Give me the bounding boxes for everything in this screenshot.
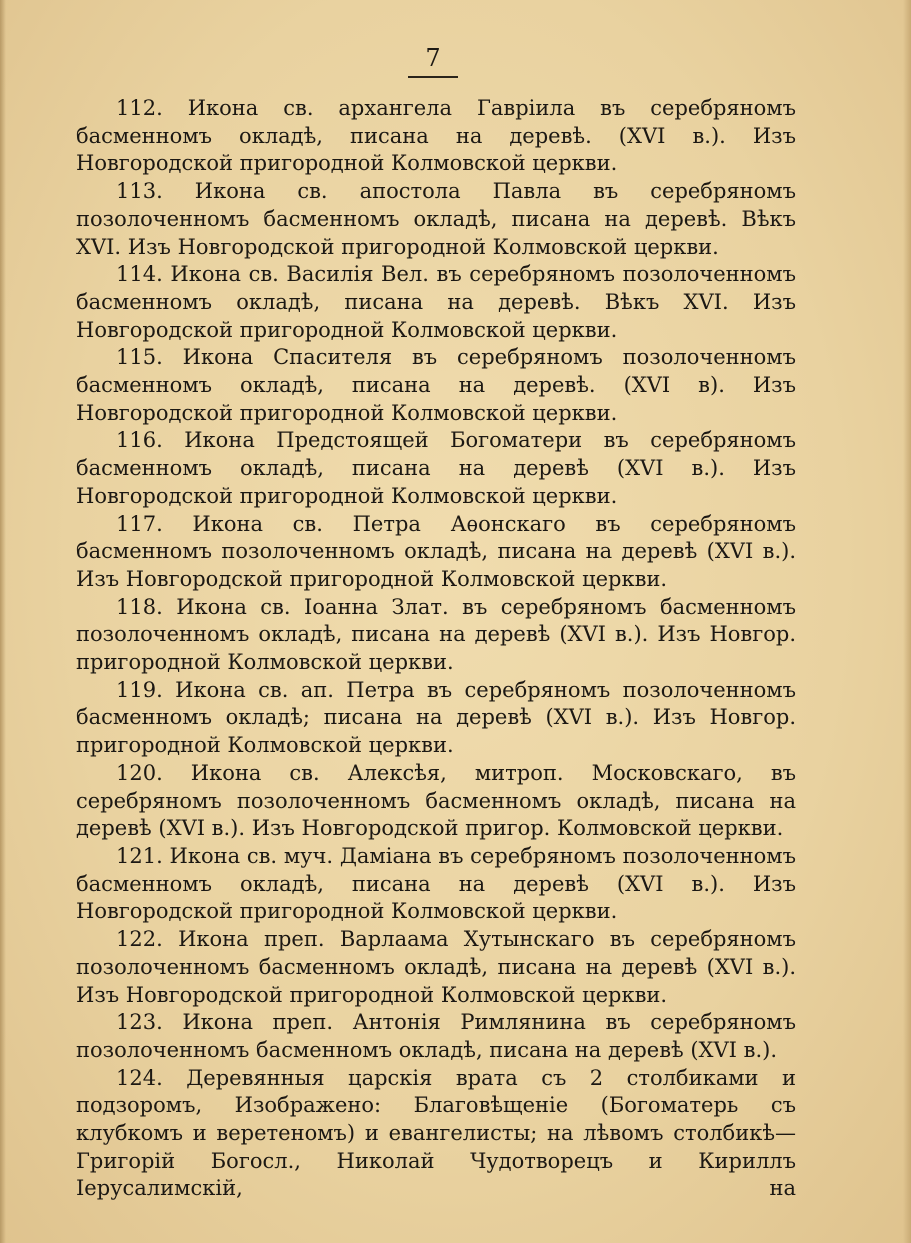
- entry-text: Икона преп. Антонiя Римлянина въ серебряномъ позолоченномъ басменномъ окладѣ, писана на деревѣ (XVI в.).: [76, 1010, 796, 1062]
- entry-text: Икона св. Алексѣя, митроп. Московскаго, въ серебряномъ позолоченномъ басменномъ окладѣ, писана на деревѣ (XVI в.). Изъ Новгородской пригор. Колмовской церкви.: [76, 760, 796, 841]
- entry-text: Икона св. архангела Гаврiила въ серебряномъ басменномъ окладѣ, писана на деревѣ. (XVI в.). Изъ Новгородской пригородной Колмовской церкви.: [76, 96, 796, 176]
- entry-number: 119.: [116, 677, 163, 702]
- catalog-entry: [76, 261, 796, 344]
- page-number: 7: [425, 44, 441, 72]
- entry-number: 115.: [116, 345, 163, 370]
- catalog-entry: [76, 843, 796, 926]
- catalog-entry: [76, 344, 796, 427]
- entry-text: Деревянныя царскiя врата съ 2 столбиками и подзоромъ, Изображено: Благовѣщенiе (Богоматерь съ клубкомъ и веретеномъ) и евангелисты; на лѣвомъ столбикѣ—Григорiй Богосл., Николай Чудотворецъ и Кириллъ Iерусалимскiй, на: [76, 1065, 796, 1201]
- catalog-entry: [76, 427, 796, 510]
- entry-number: 118.: [116, 594, 163, 619]
- entry-text: Икона св. муч. Дамiана въ серебряномъ позолоченномъ басменномъ окладѣ, писана на деревѣ (XVI в.). Изъ Новгородской пригородной Колмовской церкви.: [76, 843, 796, 924]
- page-left-edge: [0, 0, 6, 1243]
- catalog-entry: [76, 178, 796, 261]
- entry-number: 117.: [116, 511, 163, 536]
- page-right-edge: [903, 0, 911, 1243]
- entry-number: 114.: [116, 262, 163, 287]
- entry-number: 116.: [116, 428, 163, 453]
- entry-number: 124.: [116, 1065, 163, 1090]
- entry-number: 122.: [116, 927, 163, 952]
- entry-text: Икона Спасителя въ серебряномъ позолоченномъ басменномъ окладѣ, писана на деревѣ. (XVI в). Изъ Новгородской пригородной Колмовской церкви.: [76, 345, 796, 425]
- entry-text: Икона св. Петра Аѳонскаго въ серебряномъ басменномъ позолоченномъ окладѣ, писана на деревѣ (XVI в.). Изъ Новгородской пригородной Колмовской церкви.: [76, 511, 796, 591]
- entry-number: 113.: [116, 179, 163, 204]
- catalog-entry: [76, 677, 796, 760]
- entry-number: 121.: [116, 843, 163, 868]
- catalog-entries: [76, 95, 796, 1203]
- catalog-entry: [76, 1009, 796, 1064]
- entry-number: 120.: [116, 760, 163, 785]
- catalog-entry: [76, 511, 796, 594]
- entry-text: Икона св. ап. Петра въ серебряномъ позолоченномъ басменномъ окладѣ; писана на деревѣ (XVI в.). Изъ Новгор. пригородной Колмовской церкви.: [76, 677, 796, 758]
- catalog-entry: [76, 594, 796, 677]
- entry-number: 123.: [116, 1010, 163, 1035]
- entry-text: Икона преп. Варлаама Хутынскаго въ серебряномъ позолоченномъ басменномъ окладѣ, писана на деревѣ (XVI в.). Изъ Новгородской пригородной Колмовской церкви.: [76, 927, 796, 1007]
- catalog-entry: [76, 95, 796, 178]
- catalog-entry: [76, 1065, 796, 1204]
- entry-text: Икона Предстоящей Богоматери въ серебряномъ басменномъ окладѣ, писана на деревѣ (XVI в.). Изъ Новгородской пригородной Колмовской церкви.: [76, 428, 796, 508]
- page-number-rule: [408, 76, 458, 78]
- entry-text: Икона св. апостола Павла въ серебряномъ позолоченномъ басменномъ окладѣ, писана на деревѣ. Вѣкъ XVI. Изъ Новгородской пригородной Колмовской церкви.: [76, 179, 796, 259]
- catalog-entry: [76, 926, 796, 1009]
- entry-number: 112.: [116, 96, 163, 120]
- entry-text: Икона св. Василiя Вел. въ серебряномъ позолоченномъ басменномъ окладѣ, писана на деревѣ. Вѣкъ XVI. Изъ Новгородской пригородной Колмовской церкви.: [76, 262, 796, 342]
- catalog-entry: [76, 760, 796, 843]
- entry-text: Икона св. Iоанна Злат. въ серебряномъ басменномъ позолоченномъ окладѣ, писана на деревѣ (XVI в.). Изъ Новгор. пригородной Колмовской церкви.: [76, 594, 796, 675]
